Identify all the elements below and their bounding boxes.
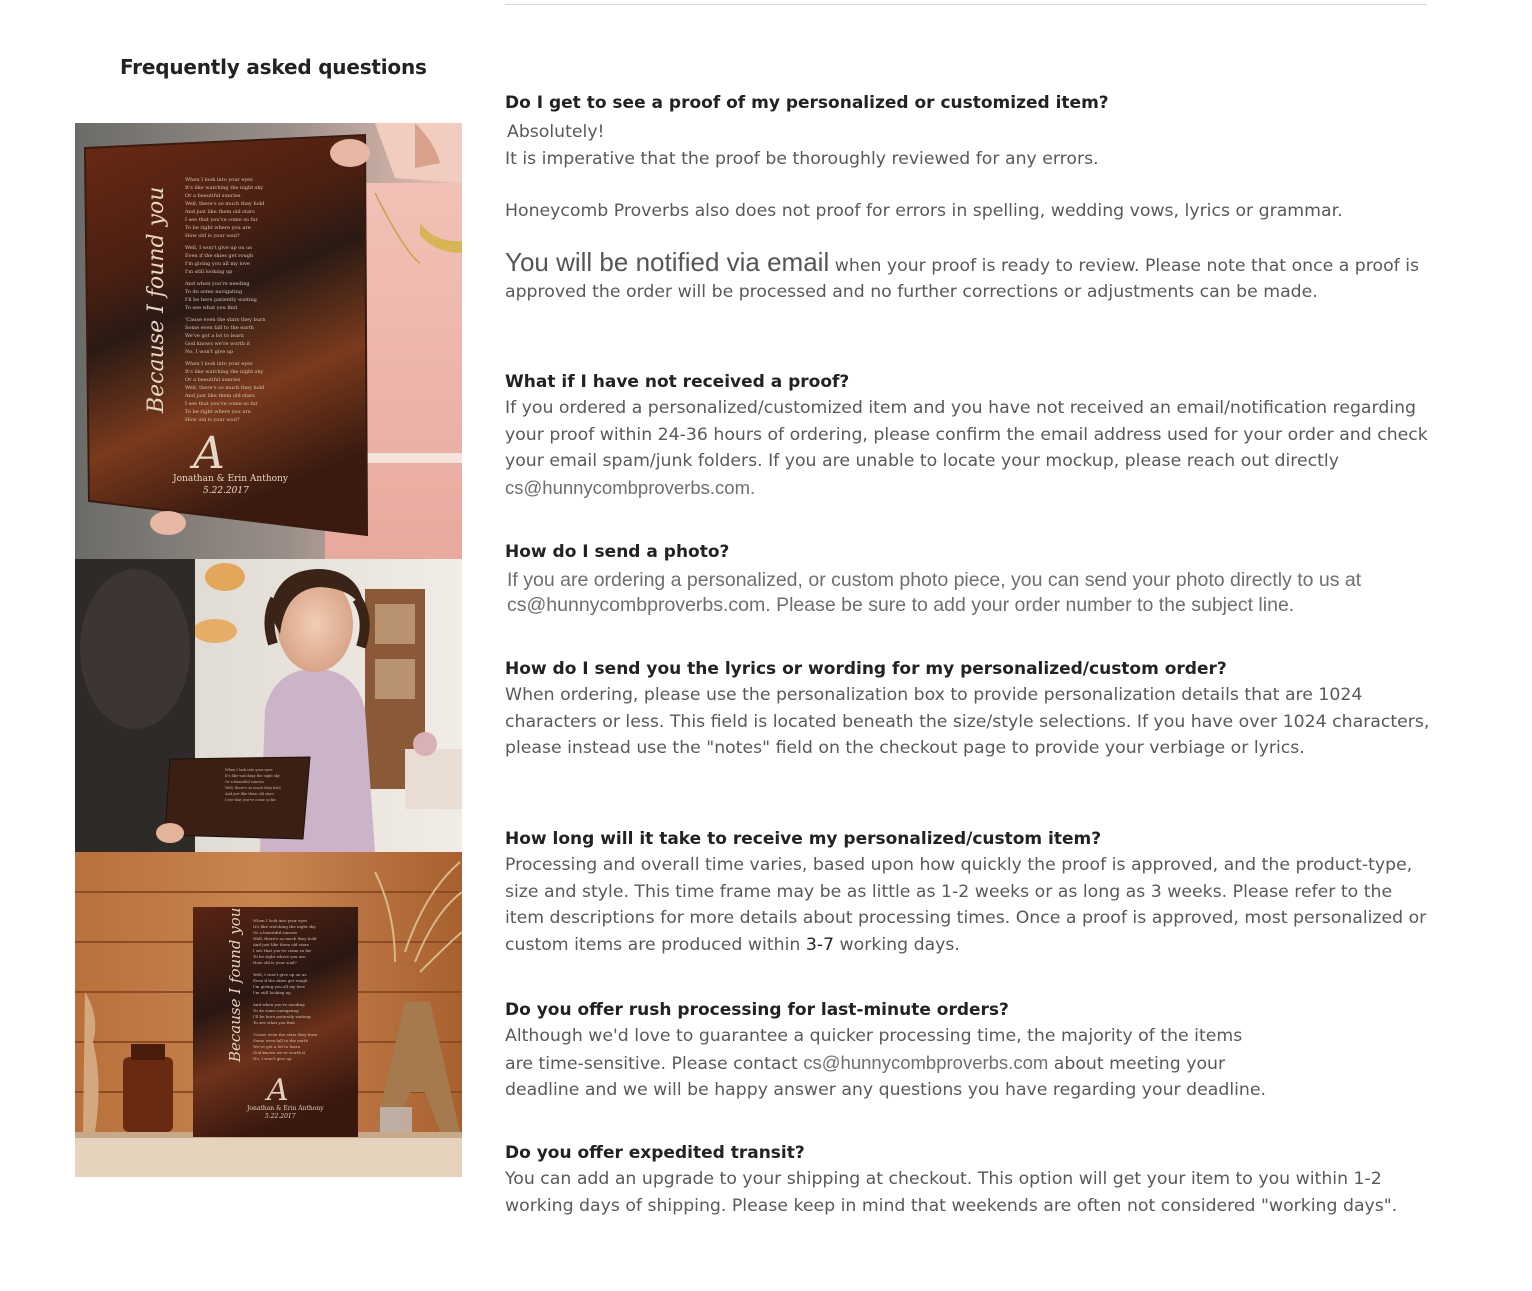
poem-title-1: Because I found you [144, 186, 169, 413]
svg-text:When I look into your eyes: When I look into your eyes [185, 177, 253, 183]
faq-answer-line: Absolutely! [507, 122, 605, 142]
date-3: 5.22.2017 [265, 1113, 296, 1120]
faq-item-not-received [505, 369, 1435, 502]
svg-text:It's like watching the night s: It's like watching the night sky [185, 369, 264, 375]
faq-question: How do I send a photo? [505, 542, 730, 562]
notified-via-email-text: You will be notified via email [505, 246, 830, 277]
svg-text:I'm still looking up: I'm still looking up [253, 990, 291, 995]
faq-answer-paragraph: You will be notified via email when your proof is ready to review. Please note that once a proof is approved the order will be processed and no further corrections or adjustments can be made. [505, 246, 1420, 303]
support-email: cs@hunnycombproverbs.com [803, 1051, 1049, 1073]
svg-text:It's like watching the night s: It's like watching the night sky [253, 924, 316, 929]
faq-answer: If you ordered a personalized/customized item and you have not received an email/notification regarding your proof within 24-36 hours of ordering, please confirm the email address used for your order and check your email spam/junk folders. If you are unable to locate your mockup, please reach out directly cs@hunnycombproverbs.com. [505, 398, 1428, 498]
photo-woman-with-print [75, 559, 462, 852]
faq-item-lyrics [505, 656, 1435, 762]
svg-text:It's like watching the night s: It's like watching the night sky [225, 774, 280, 778]
svg-text:To do some navigating: To do some navigating [253, 1008, 299, 1013]
faq-question: Do you offer rush processing for last-minute orders? [505, 1000, 1009, 1020]
faq-question: How do I send you the lyrics or wording for my personalized/custom order? [505, 659, 1227, 679]
svg-text:How old is your soul?: How old is your soul? [185, 233, 240, 239]
faq-answer: Processing and overall time varies, based upon how quickly the proof is approved, and the product-type, size and style. This time frame may be as little as 1-2 weeks or as long as 3 weeks. Please refer to the item descriptions for more details about processing times. Once a proof is approved, most personalized or custom items are produced within 3-7 working days. [505, 855, 1427, 955]
svg-text:God knows we're worth it: God knows we're worth it [185, 341, 251, 347]
svg-text:Some even fall to the earth: Some even fall to the earth [185, 325, 254, 331]
svg-text:Well, there's so much they hol: Well, there's so much they hold [225, 786, 281, 790]
svg-text:Or a beautiful sunrise: Or a beautiful sunrise [253, 930, 298, 935]
faq-item-proof [505, 90, 1435, 306]
svg-text:Well, there's so much they hol: Well, there's so much they hold [253, 936, 317, 941]
faq-item-send-photo [505, 539, 1435, 618]
svg-text:And when you're needing: And when you're needing [253, 1002, 305, 1007]
photo-woman-holding-print [75, 123, 462, 559]
svg-text:And just like them old stars: And just like them old stars [253, 942, 309, 947]
faq-answer-paragraph: Honeycomb Proverbs also does not proof for errors in spelling, wedding vows, lyrics or grammar. [505, 201, 1343, 222]
svg-text:Or a beautiful sunrise: Or a beautiful sunrise [185, 377, 241, 383]
svg-text:When I look into your eyes: When I look into your eyes [225, 768, 273, 772]
working-days-range: 3-7 [805, 934, 835, 955]
faq-answer-line: Although we'd love to guarantee a quicker processing time, the majority of the items [505, 1026, 1243, 1046]
faq-answer-line: are time-sensitive. Please contact cs@hunnycombproverbs.com about meeting your [505, 1051, 1226, 1074]
svg-text:'Cause even the stars they bur: 'Cause even the stars they burn [253, 1032, 318, 1037]
faq-heading: Frequently asked questions [120, 54, 427, 79]
svg-text:Or a beautiful sunrise: Or a beautiful sunrise [225, 780, 264, 784]
product-photos [75, 123, 462, 1177]
svg-text:I'll be here patiently waiting: I'll be here patiently waiting [253, 1014, 311, 1019]
svg-text:To see what you find: To see what you find [185, 305, 238, 311]
svg-text:I'm giving you all my love: I'm giving you all my love [185, 261, 250, 267]
svg-text:And just like them old stars: And just like them old stars [225, 792, 274, 796]
svg-text:To be right where you are: To be right where you are [253, 954, 306, 959]
photo-print-on-shelf [75, 852, 462, 1177]
monogram-3: A [267, 1073, 289, 1108]
faq-question: Do I get to see a proof of my personalized or customized item? [505, 93, 1109, 113]
svg-text:'Cause even the stars they bur: 'Cause even the stars they burn [185, 317, 266, 323]
faq-answer: You can add an upgrade to your shipping at checkout. This option will get your item to you within 1-2 working days of shipping. Please keep in mind that weekends are often not considered "working days". [505, 1169, 1398, 1216]
svg-text:Well, there's so much they hol: Well, there's so much they hold [185, 201, 265, 207]
svg-text:When I look into your eyes: When I look into your eyes [253, 918, 308, 923]
names-1: Jonathan & Erin Anthony [173, 474, 288, 484]
faq-question: How long will it take to receive my personalized/custom item? [505, 829, 1102, 849]
svg-text:Even if the skies get rough: Even if the skies get rough [253, 978, 308, 983]
svg-text:I'll be here patiently waiting: I'll be here patiently waiting [185, 297, 257, 303]
svg-text:Well, I won't give up on us: Well, I won't give up on us [253, 972, 307, 977]
svg-text:Well, I won't give up on us: Well, I won't give up on us [185, 245, 252, 251]
svg-text:When I look into your eyes: When I look into your eyes [185, 361, 253, 367]
faq-answer-line: deadline and we will be happy answer any questions you have regarding your deadline. [505, 1080, 1266, 1101]
faq-answer-line: It is imperative that the proof be thoroughly reviewed for any errors. [505, 148, 1099, 169]
faq-item-rush [505, 997, 1435, 1104]
svg-text:I'm giving you all my love: I'm giving you all my love [253, 984, 305, 989]
svg-text:I see that you've come so far: I see that you've come so far [225, 798, 276, 802]
svg-text:How old is your soul?: How old is your soul? [185, 417, 240, 423]
monogram-1: A [193, 428, 225, 479]
top-divider [505, 4, 1427, 5]
svg-text:I see that you've come so far: I see that you've come so far [185, 401, 258, 407]
faq-question: Do you offer expedited transit? [505, 1143, 805, 1163]
svg-text:God knows we're worth it: God knows we're worth it [253, 1050, 306, 1055]
svg-text:To see what you find: To see what you find [253, 1020, 295, 1025]
svg-text:And just like them old stars: And just like them old stars [185, 393, 255, 399]
svg-text:We've got a lot to learn: We've got a lot to learn [253, 1044, 301, 1049]
svg-text:To be right where you are: To be right where you are [185, 409, 251, 415]
svg-text:I see that you've come so far: I see that you've come so far [185, 217, 258, 223]
faq-item-expedited [505, 1140, 1435, 1219]
svg-text:We've got a lot to learn: We've got a lot to learn [185, 333, 244, 339]
svg-text:Some even fall to the earth: Some even fall to the earth [253, 1038, 309, 1043]
svg-text:To be right where you are: To be right where you are [185, 225, 251, 231]
faq-answer: When ordering, please use the personalization box to provide personalization details that are 1024 characters or less. This field is located beneath the size/style selections. If you have over 1024 characters, please instead use the "notes" field on the checkout page to provide your verbiage or lyrics. [505, 685, 1430, 759]
poem-title-3: Because I found you [226, 907, 244, 1062]
faq-item-how-long [505, 826, 1435, 958]
svg-text:It's like watching the night s: It's like watching the night sky [185, 185, 264, 191]
support-email: cs@hunnycombproverbs.com. [505, 476, 756, 498]
svg-text:Or a beautiful sunrise: Or a beautiful sunrise [185, 193, 241, 199]
svg-text:How old is your soul?: How old is your soul? [253, 960, 297, 965]
svg-text:And just like them old stars: And just like them old stars [185, 209, 255, 215]
svg-text:No, I won't give up: No, I won't give up [185, 349, 234, 355]
svg-text:To do some navigating: To do some navigating [185, 289, 243, 295]
svg-text:I'm still looking up: I'm still looking up [185, 269, 233, 275]
faq-answer: If you are ordering a personalized, or custom photo piece, you can send your photo directly to us at cs@hunnycombproverbs.com. Please be sure to add your order number to the subject line. [507, 569, 1362, 616]
names-3: Jonathan & Erin Anthony [247, 1105, 324, 1112]
svg-text:I see that you've come so far: I see that you've come so far [253, 948, 312, 953]
svg-text:Even if the skies get rough: Even if the skies get rough [185, 253, 254, 259]
faq-question: What if I have not received a proof? [505, 372, 850, 392]
svg-text:And when you're needing: And when you're needing [185, 281, 250, 287]
svg-text:No, I won't give up: No, I won't give up [253, 1056, 292, 1061]
date-1: 5.22.2017 [203, 486, 249, 496]
svg-text:Well, there's so much they hol: Well, there's so much they hold [185, 385, 265, 391]
